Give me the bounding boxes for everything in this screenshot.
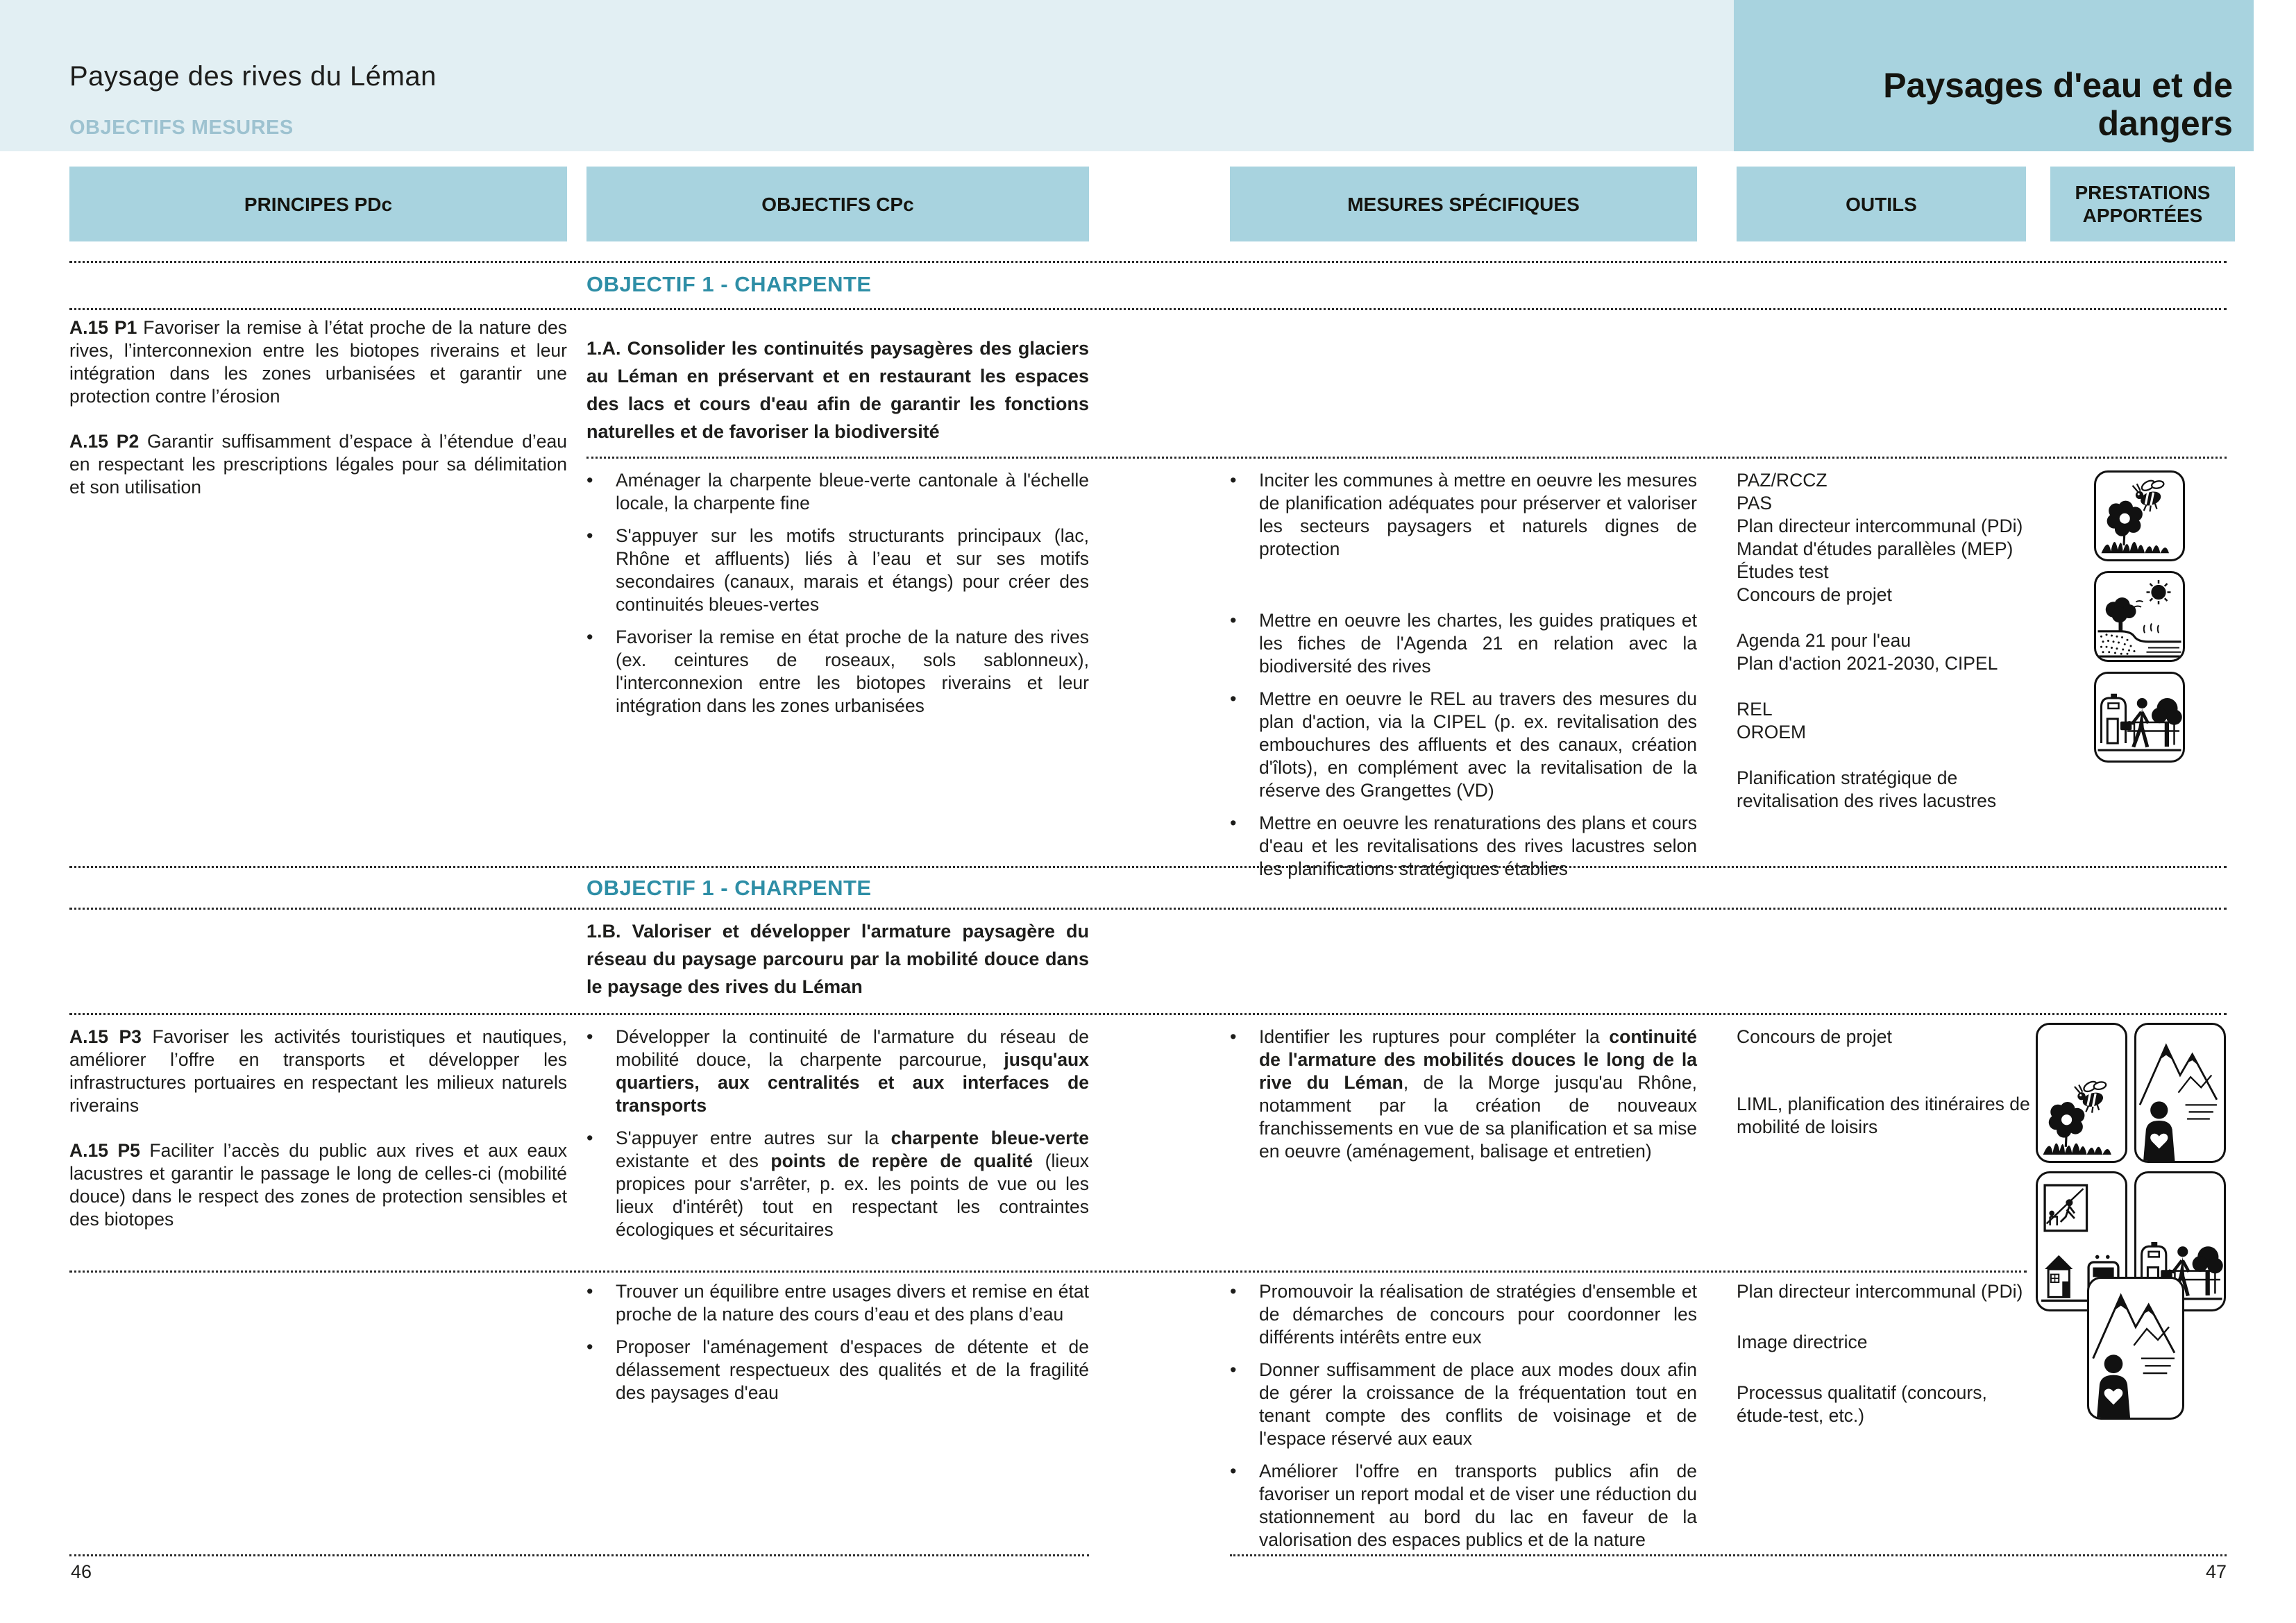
tool-entry: PAS	[1737, 493, 1773, 513]
tools-group	[1737, 1382, 2042, 1427]
outils-list-section2	[1737, 1026, 2042, 1139]
footer-rule-left-page	[69, 1554, 1089, 1556]
tool-entry: Plan d'action 2021-2030, CIPEL	[1737, 653, 1998, 674]
bullet-marker: •	[586, 627, 593, 647]
bullet-item: • Identifier les ruptures pour compléter la continuité de l'armature des mobilités douces le long de la rive du Léman, de la Morge jusqu'au Rhône, notamment par la création de nouveaux franchissements en vue de sa planification et sa mise en oeuvre (aménagement, balisage et entretien)	[1230, 1026, 1697, 1162]
prestations-icons-section2	[2036, 1023, 2226, 1311]
tool-entry: Concours de projet	[1737, 584, 1892, 605]
bullet-item: • Mettre en oeuvre les renaturations des plans et cours d'eau et les revitalisations des rives lacustres selon les planifications stratégiques établies	[1230, 813, 1697, 879]
column-header-principes: PRINCIPES PDc	[69, 167, 567, 241]
bullet-marker: •	[1230, 813, 1237, 833]
bullet-item: • Donner suffisamment de place aux modes doux afin de gérer la croissance de la fréquentation tout en tenant compte des conflits de voisinage et de l'espace réservé aux eaux	[1230, 1359, 1697, 1449]
bullet-item: • S'appuyer entre autres sur la charpente bleue-verte existante et des points de repère de qualité (lieux propices pour s'arrêter, p. ex. les points de vue ou les lieux d'intérêt) tout en respectant les contraintes écologiques et sécuritaires	[586, 1128, 1089, 1240]
tool-entry: OROEM	[1737, 722, 1807, 742]
chapter-title: Paysages d'eau et de dangers	[1883, 66, 2233, 143]
principle-item: A.15 P2 Garantir suffisamment d’espace à l’étendue d’eau en respectant les prescriptions légales pour sa délimitation et son utilisation	[69, 431, 567, 498]
section-heading-2: OBJECTIF 1 - CHARPENTE	[586, 876, 872, 900]
bullet-marker: •	[1230, 1281, 1237, 1302]
tool-entry: Image directrice	[1737, 1332, 1868, 1352]
principes-list-section1	[69, 316, 567, 499]
page-subtitle: OBJECTIFS MESURES	[69, 117, 294, 139]
objective-bullets-section2	[586, 1026, 1089, 1241]
bullet-marker: •	[1230, 688, 1237, 709]
tools-group	[1737, 1331, 2042, 1354]
tools-group	[1737, 469, 2042, 606]
column-header-mesures: MESURES SPÉCIFIQUES	[1230, 167, 1697, 241]
tools-group	[1737, 1280, 2042, 1303]
mesures-bullets-section1	[1230, 469, 1697, 881]
page-number-right: 47	[2205, 1561, 2227, 1582]
bee-flower-icon	[2094, 470, 2185, 561]
objective-statement-1a: 1.A. Consolider les continuités paysagères des glaciers au Léman en préservant et en restaurant les espaces des lacs et cours d'eau afin de garantir les fonctions naturelles et de favoriser la biodiversité	[586, 338, 1089, 442]
objective-bullets-section3	[586, 1280, 1089, 1404]
bullet-item: • Inciter les communes à mettre en oeuvre les mesures de planification adéquates pour préserver et valoriser les secteurs paysagers et naturels dignes de protection	[1230, 470, 1697, 559]
bullet-marker: •	[586, 470, 593, 491]
bullet-item: • Favoriser la remise en état proche de la nature des rives (ex. ceintures de roseaux, sols sablonneux), l'interconnexion entre les biotopes riverains et leur intégration dans les zones urbanisées	[586, 627, 1089, 716]
bullet-marker: •	[1230, 1026, 1237, 1047]
tool-entry: Concours de projet	[1737, 1026, 1892, 1047]
principle-item: A.15 P1 Favoriser la remise à l’état proche de la nature des rives, l’interconnexion entre les biotopes riverains et leur intégration dans les zones urbanisées et garantir une protection contre l’érosion	[69, 317, 567, 407]
hiker-mountains-icon	[2134, 1023, 2226, 1163]
bee-flower-icon	[2036, 1023, 2127, 1163]
footer-rule-right-page	[1230, 1554, 2227, 1556]
tools-group	[1737, 629, 2042, 675]
dotted-divider	[69, 1271, 2027, 1273]
dotted-divider	[69, 308, 2227, 310]
column-header-objectifs: OBJECTIFS CPc	[586, 167, 1089, 241]
tools-group	[1737, 767, 2042, 813]
column-header-prestations: PRESTATIONS APPORTÉES	[2050, 167, 2235, 241]
bullet-item: • Proposer l'aménagement d'espaces de détente et de délassement respectueux des qualités et de la fragilité des paysages d'eau	[586, 1336, 1089, 1403]
bullet-marker: •	[1230, 470, 1237, 491]
column-header-outils: OUTILS	[1737, 167, 2026, 241]
tools-group	[1737, 1026, 2042, 1048]
bullet-item: • Promouvoir la réalisation de stratégies d'ensemble et de démarches de concours pour coordonner les différents intérêts entre eux	[1230, 1281, 1697, 1348]
prestations-icons-section3	[2087, 1277, 2184, 1420]
bullet-item: • Améliorer l'offre en transports publics afin de favoriser un report modal et de viser une réduction du stationnement au bord du lac en faveur de la valorisation des espaces publics et de la nature	[1230, 1461, 1697, 1550]
dotted-divider	[69, 908, 2227, 910]
bullet-marker: •	[586, 1128, 593, 1148]
tool-entry: REL	[1737, 699, 1773, 720]
outils-list-section1	[1737, 469, 2042, 813]
bullet-marker: •	[586, 525, 593, 546]
principle-item: A.15 P3 Favoriser les activités touristiques et nautiques, améliorer l’offre en transports et développer les infrastructures portuaires en respectant les milieux naturels riverains	[69, 1026, 567, 1116]
bullet-marker: •	[1230, 1359, 1237, 1380]
bullet-item: • Aménager la charpente bleue-verte cantonale à l'échelle locale, la charpente fine	[586, 470, 1089, 513]
bullet-marker: •	[1230, 1461, 1237, 1481]
tool-entry: Processus qualitatif (concours, étude-test, etc.)	[1737, 1382, 1987, 1426]
bullet-item: • Développer la continuité de l'armature du réseau de mobilité douce, la charpente parcourue, jusqu'aux quartiers, aux centralités et aux interfaces de transports	[586, 1026, 1089, 1116]
dotted-divider	[69, 866, 2227, 868]
mesures-bullets-section2	[1230, 1026, 1697, 1163]
tool-entry: Planification stratégique de revitalisation des rives lacustres	[1737, 767, 1997, 811]
bullet-item: • S'appuyer sur les motifs structurants principaux (lac, Rhône et affluents) liés à l’eau et sur ses motifs secondaires (canaux, marais et étangs) pour créer des continuités bleues-vertes	[586, 525, 1089, 615]
dotted-divider	[69, 1013, 2227, 1015]
bullet-marker: •	[586, 1281, 593, 1302]
objective-statement-1b: 1.B. Valoriser et développer l'armature paysagère du réseau du paysage parcouru par la mobilité douce dans le paysage des rives du Léman	[586, 921, 1089, 997]
hiker-mountains-icon	[2087, 1277, 2184, 1420]
objective-bullets-section1	[586, 469, 1089, 717]
principle-item: A.15 P5 Faciliter l’accès du public aux rives et aux eaux lacustres et garantir le passage le long de celles-ci (mobilité douce) dans le respect des zones de protection sensibles et des biotopes	[69, 1140, 567, 1230]
header-band	[0, 0, 1734, 151]
dotted-divider	[69, 261, 2227, 263]
bullet-marker: •	[1230, 610, 1237, 631]
walker-port-icon	[2094, 672, 2185, 763]
tool-entry: LIML, planification des itinéraires de mobilité de loisirs	[1737, 1094, 2030, 1137]
bullet-marker: •	[586, 1026, 593, 1047]
tools-group	[1737, 1093, 2042, 1139]
prestations-icons-section1	[2094, 470, 2185, 763]
tool-entry: PAZ/RCCZ	[1737, 470, 1827, 491]
tools-group	[1737, 698, 2042, 744]
page-number-left: 46	[71, 1561, 92, 1582]
principes-list-section2	[69, 1026, 567, 1231]
bullet-item: • Trouver un équilibre entre usages divers et remise en état proche de la nature des cours d’eau et des plans d’eau	[586, 1281, 1089, 1325]
bullet-item: • Mettre en oeuvre les chartes, les guides pratiques et les fiches de l'Agenda 21 en relation avec la biodiversité des rives	[1230, 610, 1697, 677]
outils-list-section3	[1737, 1280, 2042, 1427]
section-heading-1: OBJECTIF 1 - CHARPENTE	[586, 272, 872, 296]
tool-entry: Agenda 21 pour l'eau	[1737, 630, 1911, 651]
page-title: Paysage des rives du Léman	[69, 61, 437, 92]
tool-entry: Mandat d'études parallèles (MEP)	[1737, 538, 2014, 559]
tool-entry: Plan directeur intercommunal (PDi)	[1737, 1281, 2023, 1302]
lakeshore-tree-sun-icon	[2094, 571, 2185, 662]
tool-entry: Études test	[1737, 561, 1829, 582]
tool-entry: Plan directeur intercommunal (PDi)	[1737, 516, 2023, 536]
dotted-divider	[586, 457, 2227, 459]
bullet-item: • Mettre en oeuvre le REL au travers des mesures du plan d'action, via la CIPEL (p. ex. revitalisation des embouchures des affluents et des canaux, création d'îlots), en complément avec la revitalisation de la réserve des Grangettes (VD)	[1230, 688, 1697, 801]
mesures-bullets-section3	[1230, 1280, 1697, 1552]
chapter-banner	[1734, 0, 2254, 151]
bullet-marker: •	[586, 1336, 593, 1357]
